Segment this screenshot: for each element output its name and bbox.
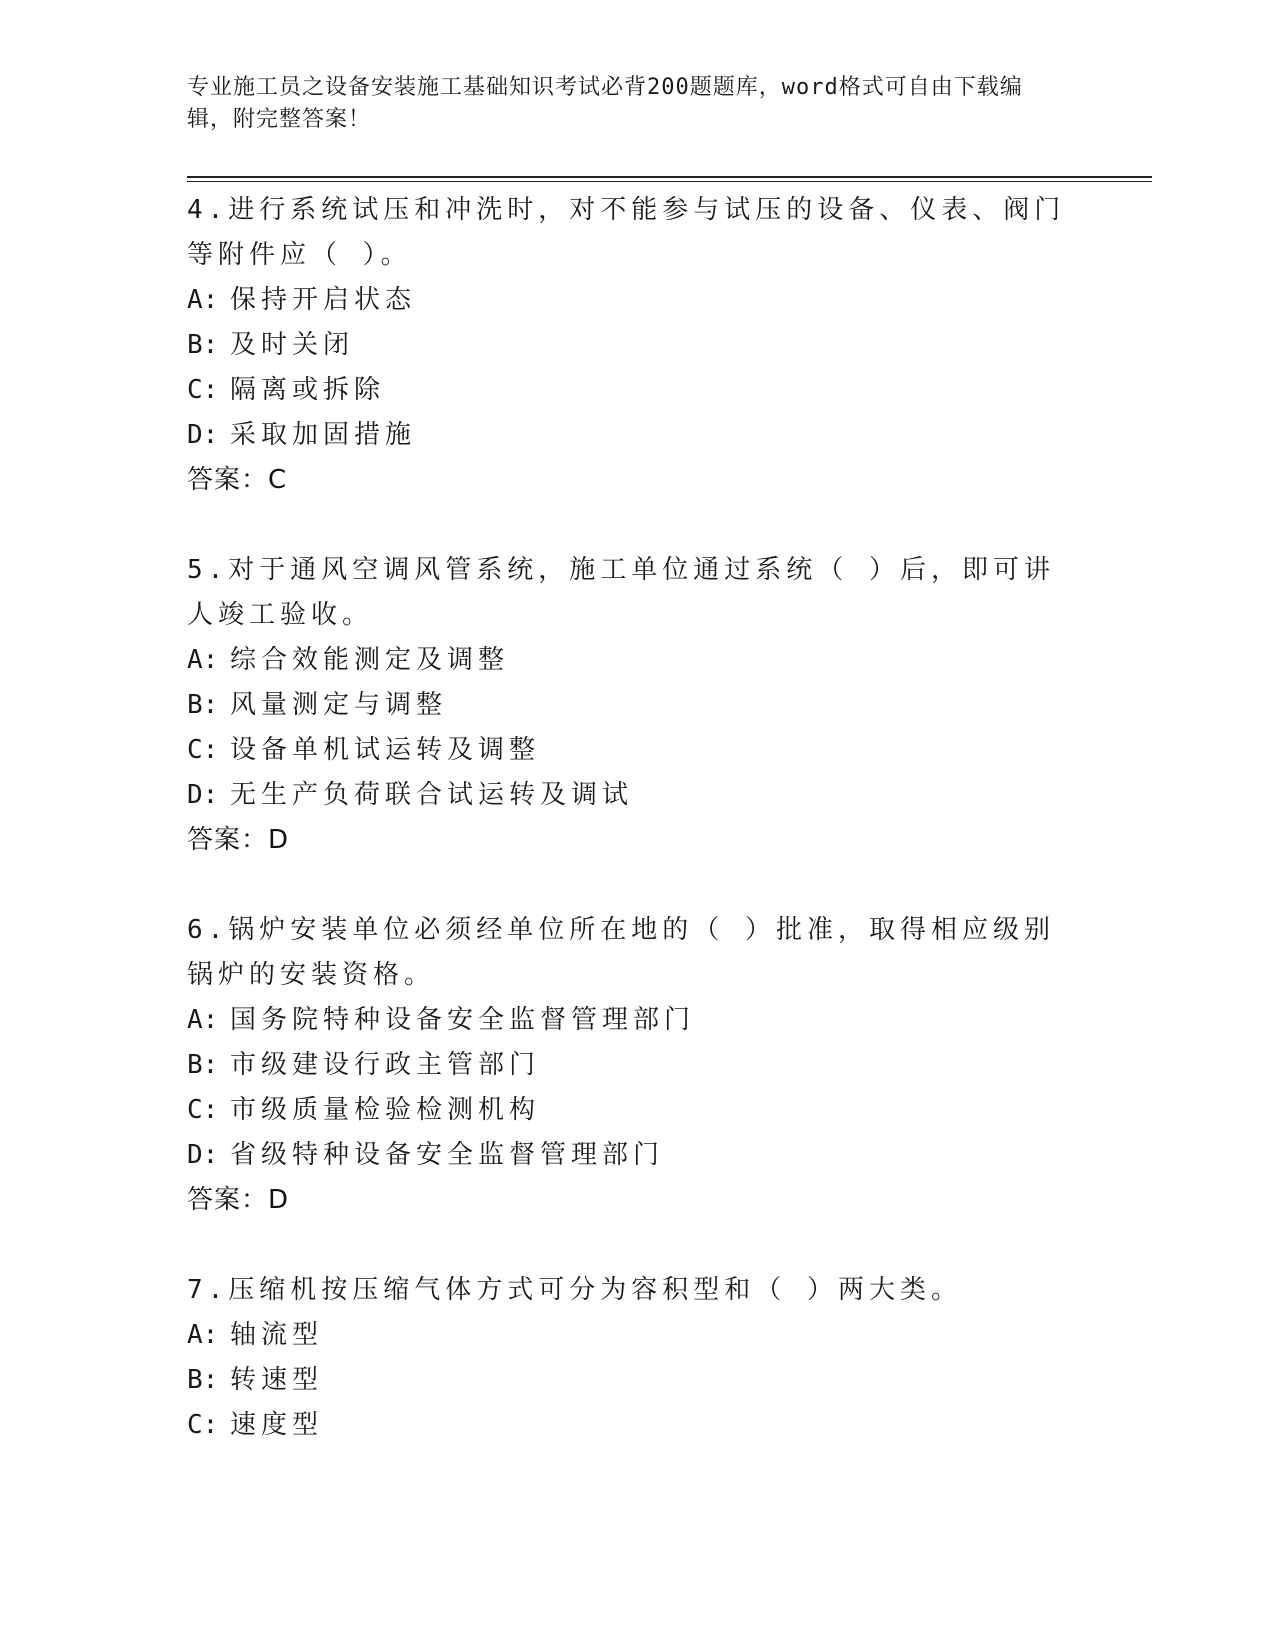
option-letter: B: bbox=[187, 1365, 219, 1395]
option-text: 采取加固措施 bbox=[230, 420, 417, 450]
option-c bbox=[187, 1403, 1087, 1448]
option-text: 综合效能测定及调整 bbox=[230, 645, 510, 675]
option-letter: B: bbox=[187, 330, 219, 360]
option-text: 无生产负荷联合试运转及调试 bbox=[230, 780, 634, 810]
question-7 bbox=[187, 1268, 1087, 1448]
option-letter: A: bbox=[187, 1320, 219, 1350]
option-c bbox=[187, 1088, 1087, 1133]
option-b bbox=[187, 1043, 1087, 1088]
option-text: 速度型 bbox=[230, 1410, 324, 1440]
question-6 bbox=[187, 908, 1087, 1223]
option-a bbox=[187, 638, 1087, 683]
option-letter: C: bbox=[187, 1410, 219, 1440]
option-text: 隔离或拆除 bbox=[230, 375, 386, 405]
option-d bbox=[187, 773, 1087, 818]
answer-line: 答案：D bbox=[187, 825, 290, 855]
option-c bbox=[187, 368, 1087, 413]
option-text: 保持开启状态 bbox=[230, 285, 417, 315]
option-letter: D: bbox=[187, 1140, 219, 1170]
option-b bbox=[187, 323, 1087, 368]
option-text: 国务院特种设备安全监督管理部门 bbox=[230, 1005, 696, 1035]
question-stem: 5.对于通风空调风管系统，施工单位通过系统（ ）后，即可讲人竣工验收。 bbox=[187, 555, 1055, 630]
question-4 bbox=[187, 188, 1087, 503]
question-stem: 6.锅炉安装单位必须经单位所在地的（ ）批准，取得相应级别锅炉的安装资格。 bbox=[187, 915, 1055, 990]
option-d bbox=[187, 1133, 1087, 1178]
option-b bbox=[187, 1358, 1087, 1403]
option-text: 风量测定与调整 bbox=[230, 690, 448, 720]
option-letter: A: bbox=[187, 1005, 219, 1035]
option-letter: B: bbox=[187, 1050, 219, 1080]
option-text: 省级特种设备安全监督管理部门 bbox=[230, 1140, 665, 1170]
header-divider-thin bbox=[187, 181, 1152, 182]
option-letter: D: bbox=[187, 780, 219, 810]
option-text: 设备单机试运转及调整 bbox=[230, 735, 541, 765]
option-letter: B: bbox=[187, 690, 219, 720]
option-text: 市级建设行政主管部门 bbox=[230, 1050, 541, 1080]
question-stem: 4.进行系统试压和冲洗时，对不能参与试压的设备、仪表、阀门等附件应（ ）。 bbox=[187, 195, 1066, 270]
option-letter: C: bbox=[187, 1095, 219, 1125]
option-a bbox=[187, 278, 1087, 323]
option-letter: A: bbox=[187, 645, 219, 675]
document-header: 专业施工员之设备安装施工基础知识考试必背200题题库，word格式可自由下载编辑，附完整答案！ bbox=[187, 75, 1023, 132]
option-letter: C: bbox=[187, 735, 219, 765]
option-text: 转速型 bbox=[230, 1365, 324, 1395]
option-a bbox=[187, 1313, 1087, 1358]
answer-line: 答案：C bbox=[187, 465, 288, 495]
option-letter: C: bbox=[187, 375, 219, 405]
option-c bbox=[187, 728, 1087, 773]
option-a bbox=[187, 998, 1087, 1043]
option-text: 市级质量检验检测机构 bbox=[230, 1095, 541, 1125]
option-letter: D: bbox=[187, 420, 219, 450]
option-b bbox=[187, 683, 1087, 728]
question-stem: 7.压缩机按压缩气体方式可分为容积型和（ ）两大类。 bbox=[187, 1275, 962, 1305]
option-text: 轴流型 bbox=[230, 1320, 324, 1350]
option-text: 及时关闭 bbox=[230, 330, 355, 360]
header-divider bbox=[187, 176, 1152, 178]
question-5 bbox=[187, 548, 1087, 863]
question-list bbox=[187, 188, 1087, 1493]
answer-line: 答案：D bbox=[187, 1185, 290, 1215]
option-letter: A: bbox=[187, 285, 219, 315]
option-d bbox=[187, 413, 1087, 458]
